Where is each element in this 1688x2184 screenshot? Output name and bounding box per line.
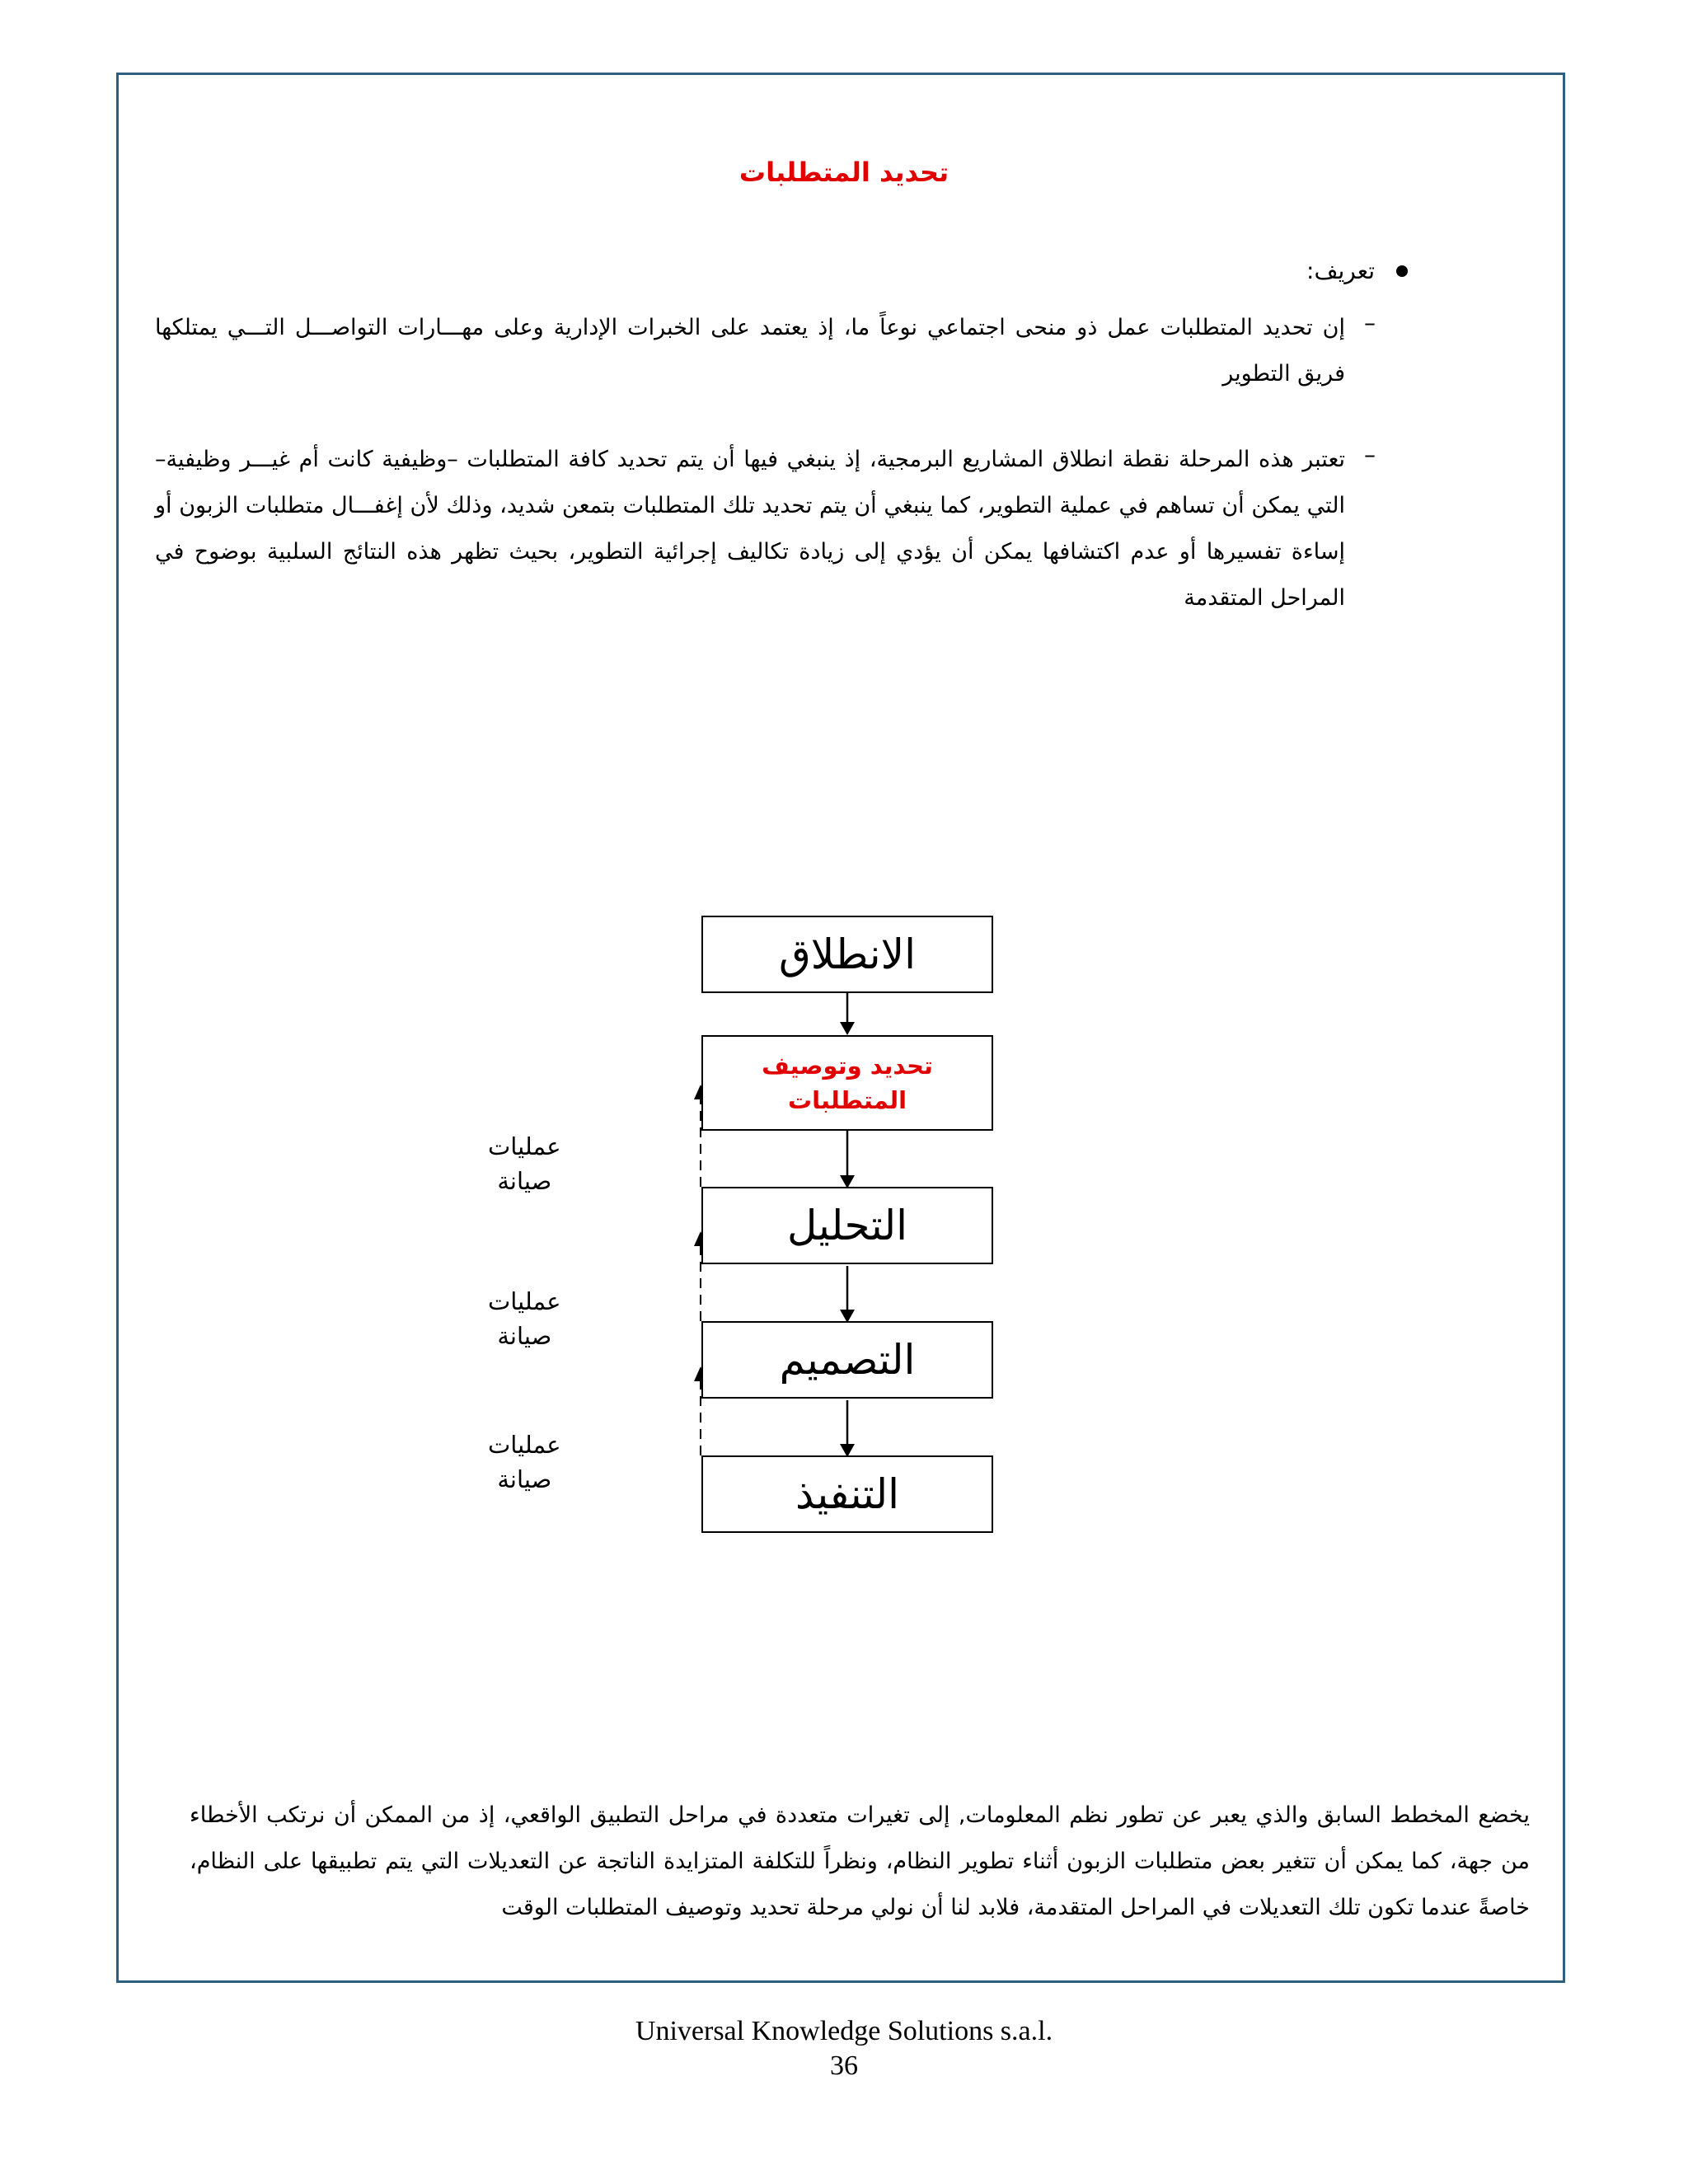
page-number: 36: [830, 2050, 858, 2081]
maintenance-line2: صيانة: [497, 1465, 552, 1493]
maintenance-label-1: [488, 1129, 561, 1198]
maintenance-line2: صيانة: [497, 1167, 552, 1195]
dash-icon: –: [1364, 309, 1376, 336]
maintenance-label-3: [488, 1427, 561, 1497]
maintenance-line1: عمليات: [488, 1132, 561, 1160]
bottom-paragraph: يخضع المخطط السابق والذي يعبر عن تطور نظم المعلومات, إلى تغيرات متعددة في مراحل التطبيق الواقعي، إذ من الممكن أن نرتكب الأخطاء من جهة، كما يمكن أن تتغير بعض متطلبات الزبون أثناء تطوير النظام، ونظراً للتكلفة المتزايدة الناتجة عن التعديلات التي يتم تطبيقها على النظام، خاصةً عندما تكون تلك التعديلات في المراحل المتقدمة، فلابد لنا أن نولي مرحلة تحديد وتوصيف المتطلبات الوقت: [190, 1802, 1530, 1920]
box-start: الانطلاق: [701, 916, 993, 993]
definition-item-1: إن تحديد المتطلبات عمل ذو منحى اجتماعي نوعاً ما، إذ يعتمد على الخبرات الإدارية وعلى مهـــارات التواصـــل التـــي يمتلكها فريق التطوير: [155, 315, 1345, 387]
maintenance-line2: صيانة: [497, 1322, 552, 1350]
maintenance-line1: عمليات: [488, 1431, 561, 1459]
box-analysis: التحليل: [701, 1187, 993, 1264]
box-implementation: التنفيذ: [701, 1455, 993, 1533]
arrowhead-icon: [840, 1022, 855, 1035]
definition-item-2: تعتبر هذه المرحلة نقطة انطلاق المشاريع البرمجية، إذ ينبغي فيها أن يتم تحديد كافة المتطلبات –وظيفية كانت أم غيـــر وظيفية– التي يمكن أن تساهم في عملية التطوير، كما ينبغي أن يتم تحديد تلك المتطلبات بتمعن شديد، وذلك لأن إغفـــال متطلبات الزبون أو إساءة تفسيرها أو عدم اكتشافها يمكن أن يؤدي إلى زيادة تكاليف إجرائية التطوير، بحيث تظهر هذه النتائج السلبية بوضوح في المراحل المتقدمة: [155, 447, 1345, 611]
box-requirements-line2: المتطلبات: [787, 1086, 907, 1114]
dash-icon: –: [1364, 441, 1376, 468]
maintenance-label-2: [488, 1284, 561, 1353]
page-title: تحديد المتطلبات: [738, 157, 950, 188]
footer-company: Universal Knowledge Solutions s.a.l.: [635, 2016, 1053, 2046]
definition-label: تعريف:: [1306, 257, 1375, 284]
box-requirements-line1: تحديد وتوصيف: [762, 1052, 933, 1080]
box-requirements: [701, 1035, 993, 1131]
maintenance-line1: عمليات: [488, 1287, 561, 1315]
box-design: التصميم: [701, 1321, 993, 1399]
